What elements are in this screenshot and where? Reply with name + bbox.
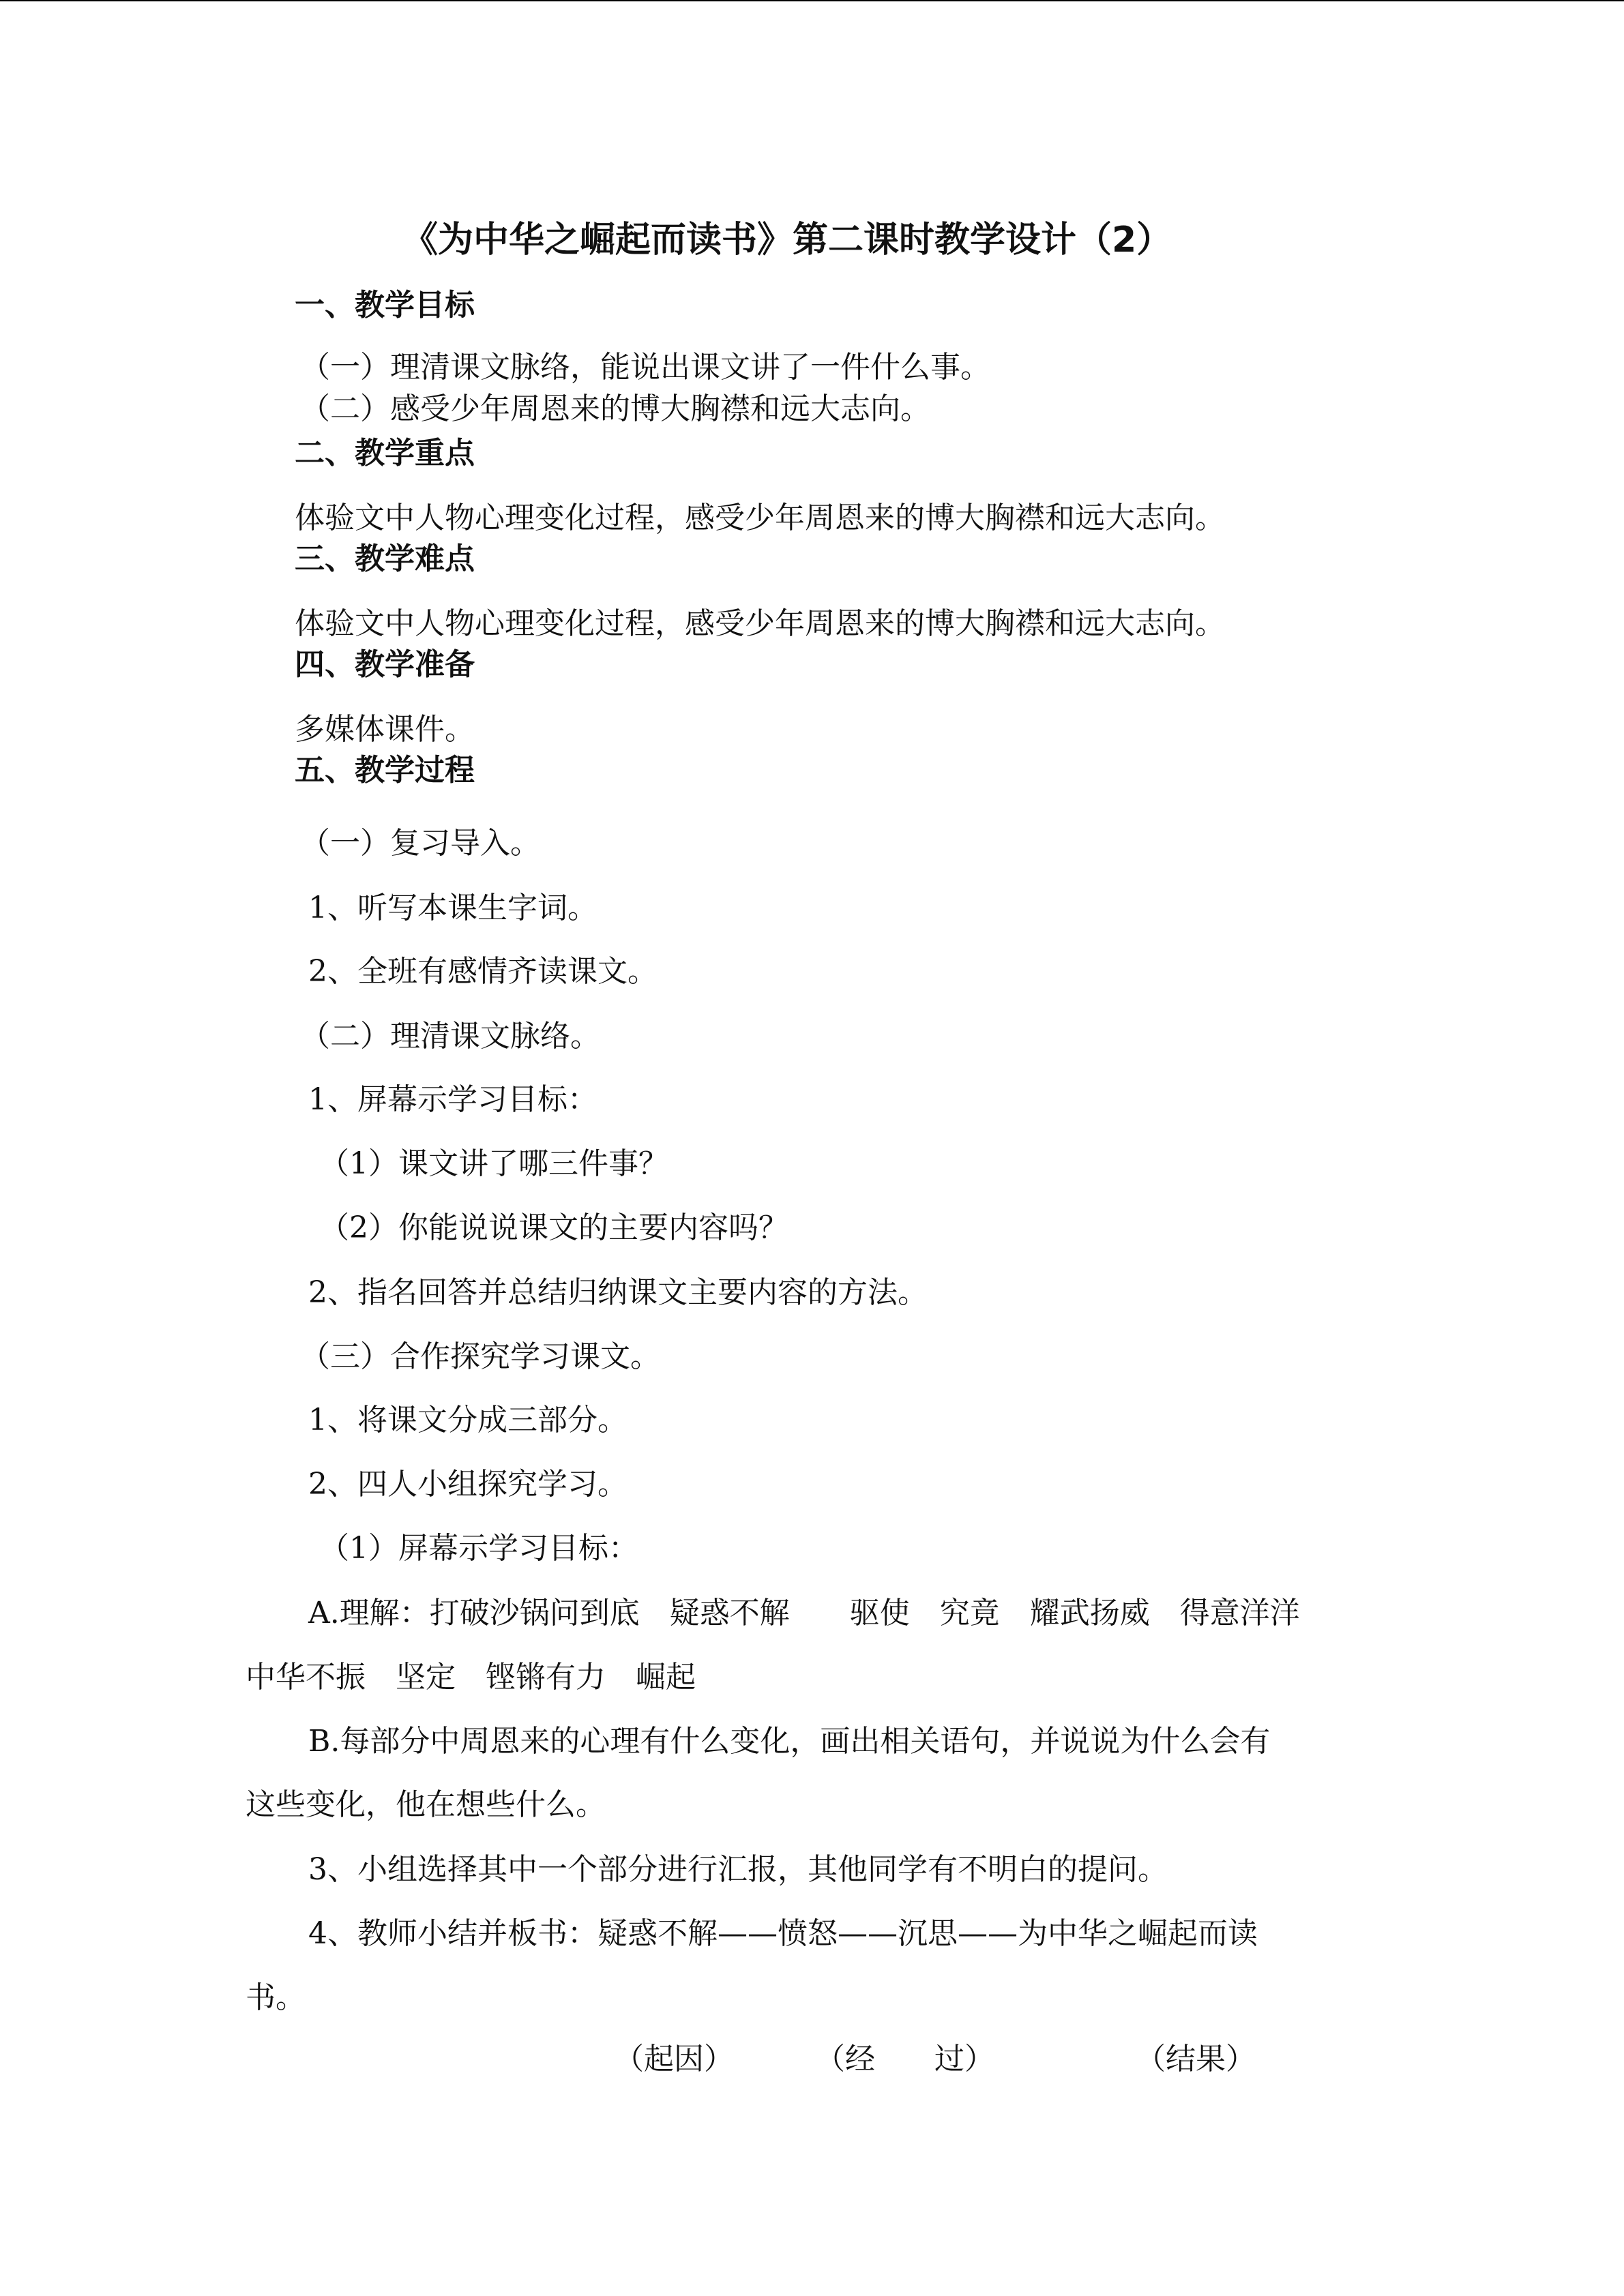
heading-difficulties: 三、教学难点 (295, 541, 475, 576)
heading-process: 五、教学过程 (295, 753, 475, 788)
process-line: （二）理清课文脉络。 (300, 1019, 600, 1054)
document-title: 《为中华之崛起而读书》第二课时教学设计（2） (402, 220, 1172, 260)
process-line: （1）课文讲了哪三件事？ (319, 1146, 668, 1181)
key-points-text: 体验文中人物心理变化过程，感受少年周恩来的博大胸襟和远大志向。 (295, 501, 1225, 535)
objective-item-2: （二）感受少年周恩来的博大胸襟和远大志向。 (300, 391, 930, 426)
preparation-text: 多媒体课件。 (295, 712, 475, 747)
process-line: （2）你能说说课文的主要内容吗？ (319, 1210, 788, 1245)
process-line: 2、四人小组探究学习。 (308, 1467, 628, 1502)
objective-item-1: （一）理清课文脉络，能说出课文讲了一件什么事。 (300, 350, 990, 385)
process-line: 2、全班有感情齐读课文。 (308, 954, 658, 989)
board-label-process-b: 过） (934, 2042, 994, 2076)
heading-objectives: 一、教学目标 (295, 288, 475, 323)
process-line: 3、小组选择其中一个部分进行汇报，其他同学有不明白的提问。 (308, 1852, 1168, 1887)
heading-preparation: 四、教学准备 (295, 647, 475, 682)
heading-key-points: 二、教学重点 (295, 436, 475, 471)
process-line: 书。 (246, 1980, 306, 2015)
process-line: 4、教师小结并板书：疑惑不解——愤怒——沉思——为中华之崛起而读 (308, 1916, 1258, 1951)
process-line: 1、听写本课生字词。 (308, 891, 597, 925)
process-line: A.理解：打破沙锅问到底 疑惑不解 驱使 究竟 耀武扬威 得意洋洋 (308, 1596, 1300, 1630)
process-line: B.每部分中周恩来的心理有什么变化，画出相关语句，并说说为什么会有 (308, 1724, 1271, 1759)
difficulties-text: 体验文中人物心理变化过程，感受少年周恩来的博大胸襟和远大志向。 (295, 606, 1225, 641)
board-label-cause: （起因） (614, 2042, 734, 2076)
process-line: 1、屏幕示学习目标： (308, 1082, 597, 1117)
board-label-result: （结果） (1136, 2042, 1256, 2076)
process-line: （1）屏幕示学习目标： (319, 1531, 638, 1566)
process-line: （三）合作探究学习课文。 (300, 1339, 660, 1374)
process-line: 中华不振 坚定 铿锵有力 崛起 (246, 1660, 696, 1695)
process-line: 这些变化，他在想些什么。 (246, 1787, 606, 1822)
process-line: 1、将课文分成三部分。 (308, 1403, 628, 1437)
process-line: 2、指名回答并总结归纳课文主要内容的方法。 (308, 1275, 928, 1310)
process-line: （一）复习导入。 (300, 826, 540, 861)
board-label-process-a: （经 (815, 2042, 875, 2076)
